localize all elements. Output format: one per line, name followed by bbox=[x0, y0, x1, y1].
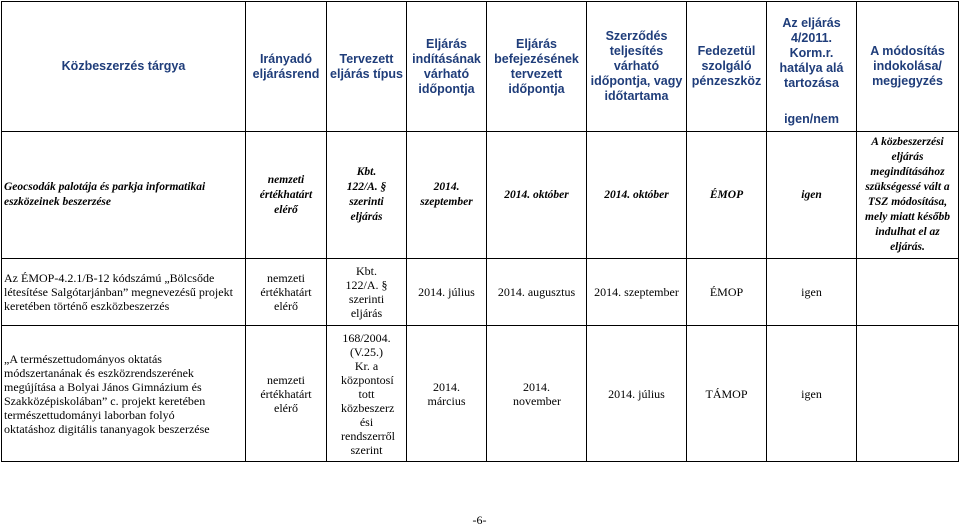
cell-procedure: nemzeti értékhatárt elérő bbox=[246, 326, 327, 462]
cell-decree: igen bbox=[767, 259, 857, 326]
cell-procedure: nemzeti értékhatárt elérő bbox=[246, 259, 327, 326]
cell-end: 2014. augusztus bbox=[487, 259, 587, 326]
header-decree-value: igen/nem bbox=[784, 112, 839, 126]
cell-end: 2014. november bbox=[487, 326, 587, 462]
cell-start: 2014. március bbox=[407, 326, 487, 462]
cell-contract: 2014. szeptember bbox=[587, 259, 687, 326]
cell-notes bbox=[857, 326, 959, 462]
cell-contract: 2014. július bbox=[587, 326, 687, 462]
cell-funding: ÉMOP bbox=[687, 132, 767, 259]
cell-start: 2014. július bbox=[407, 259, 487, 326]
cell-procedure: nemzeti értékhatárt elérő bbox=[246, 132, 327, 259]
cell-start: 2014. szeptember bbox=[407, 132, 487, 259]
header-funding: Fedezetül szolgáló pénzeszköz bbox=[687, 2, 767, 132]
header-planned-type: Tervezett eljárás típus bbox=[327, 2, 407, 132]
cell-contract: 2014. október bbox=[587, 132, 687, 259]
header-subject: Közbeszerzés tárgya bbox=[2, 2, 246, 132]
cell-funding: TÁMOP bbox=[687, 326, 767, 462]
cell-planned-type: Kbt. 122/A. § szerinti eljárás bbox=[327, 132, 407, 259]
table-row bbox=[2, 132, 959, 259]
header-notes: A módosítás indokolása/ megjegyzés bbox=[857, 2, 959, 132]
cell-subject: Geocsodák palotája és parkja informatikai eszközeinek beszerzése bbox=[2, 132, 246, 259]
table-row bbox=[2, 259, 959, 326]
header-start: Eljárás indításának várható időpontja bbox=[407, 2, 487, 132]
cell-end: 2014. október bbox=[487, 132, 587, 259]
cell-planned-type: Kbt. 122/A. § szerinti eljárás bbox=[327, 259, 407, 326]
page-number: -6- bbox=[472, 513, 487, 527]
cell-subject: „A természettudományos oktatás módszertanának és eszközrendszerének megújítása a Bolyai János Gimnázium és Szakközépiskolában” c. projekt keretében természettudományi laborban folyó oktatáshoz digitális tananyagok beszerzése bbox=[2, 326, 246, 462]
cell-notes: A közbeszerzési eljárás megindításához szükségessé vált a TSZ módosítása, mely miatt később indulhat el az eljárás. bbox=[857, 132, 959, 259]
cell-planned-type: 168/2004. (V.25.) Kr. a központosí tott közbeszerz ési rendszerről szerint bbox=[327, 326, 407, 462]
cell-funding: ÉMOP bbox=[687, 259, 767, 326]
header-decree-label: Az eljárás 4/2011. Korm.r. hatálya alá tartozása bbox=[779, 16, 844, 90]
cell-subject: Az ÉMOP-4.2.1/B-12 kódszámú „Bölcsőde létesítése Salgótarjánban” megnevezésű projekt keretében történő eszközbeszerzés bbox=[2, 259, 246, 326]
header-decree bbox=[767, 2, 857, 132]
cell-decree: igen bbox=[767, 326, 857, 462]
procurement-table bbox=[1, 1, 959, 462]
header-end: Eljárás befejezésének tervezett időpontja bbox=[487, 2, 587, 132]
cell-decree: igen bbox=[767, 132, 857, 259]
table-row bbox=[2, 326, 959, 462]
header-procedure: Irányadó eljárásrend bbox=[246, 2, 327, 132]
cell-notes bbox=[857, 259, 959, 326]
header-contract: Szerződés teljesítés várható időpontja, vagy időtartama bbox=[587, 2, 687, 132]
header-row bbox=[2, 2, 959, 132]
